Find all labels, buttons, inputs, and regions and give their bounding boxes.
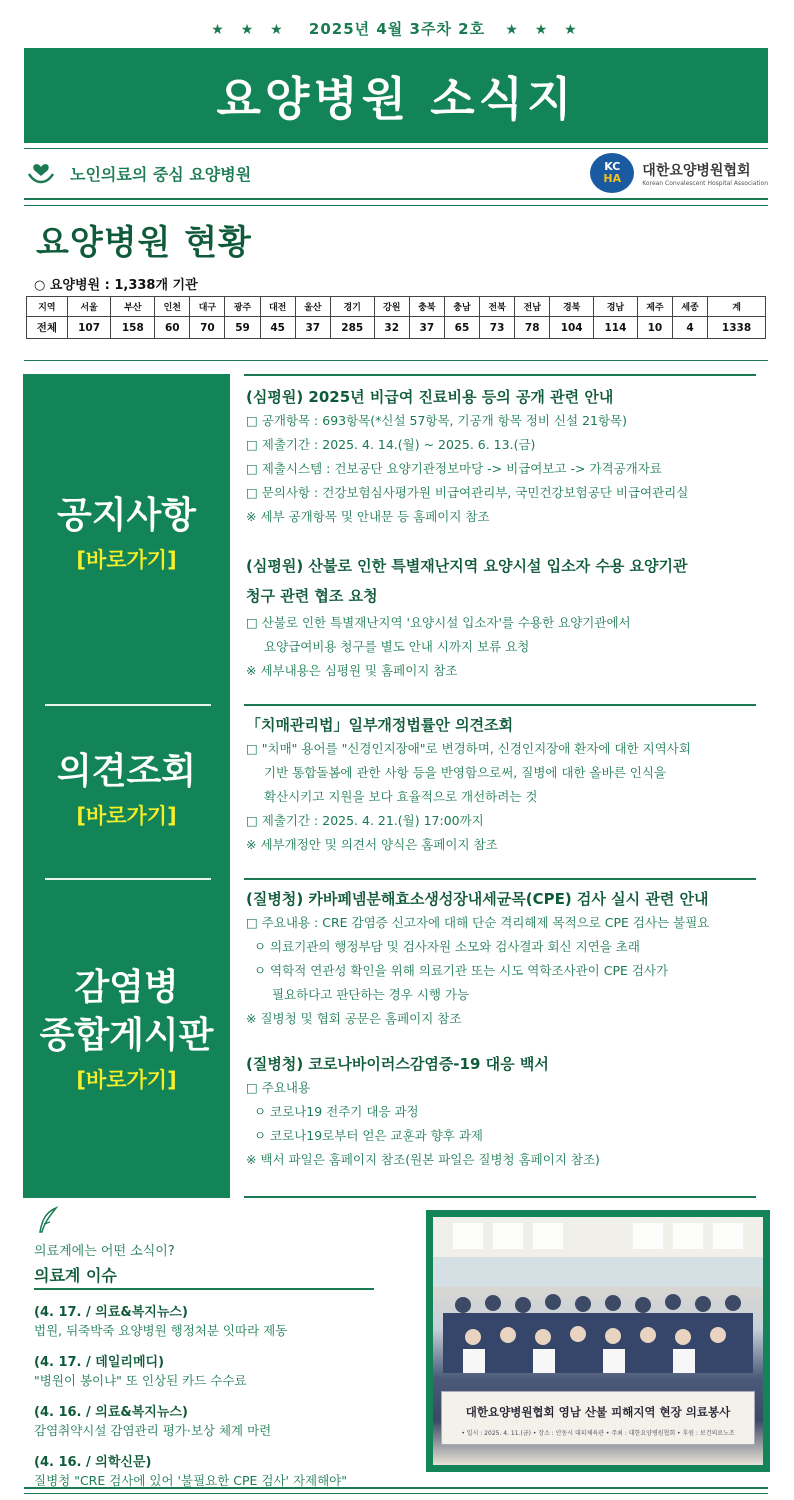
status-title: 요양병원 현황 xyxy=(36,223,252,263)
news-question: 의료계에는 어떤 소식이? xyxy=(34,1244,175,1259)
infect2-line: ㅇ 코로나19로부터 얻은 교훈과 향후 과제 xyxy=(254,1128,483,1143)
table-cell: 73 xyxy=(480,317,515,339)
infection-label-1: 감염병 xyxy=(74,967,179,1008)
infect2-title[interactable]: (질병청) 코로나바이러스감염증-19 대응 백서 xyxy=(246,1055,549,1073)
opinion-line: 기반 통합돌봄에 관한 사항 등을 반영함으로써, 질병에 대한 올바른 인식을 xyxy=(264,765,666,780)
opinion-title[interactable]: 「치매관리법」일부개정법률안 의견조회 xyxy=(246,716,514,734)
divider xyxy=(24,198,768,200)
opinion-line: 확산시키고 지원을 보다 효율적으로 개선하려는 것 xyxy=(264,789,538,804)
table-cell: 1338 xyxy=(708,317,766,339)
table-header-cell: 대구 xyxy=(190,297,225,317)
opinion-shortcut[interactable]: [바로가기] xyxy=(76,804,177,828)
infect1-line: 필요하다고 판단하는 경우 시행 가능 xyxy=(272,987,470,1002)
news-item[interactable] xyxy=(34,1454,379,1490)
news-title: 의료계 이슈 xyxy=(34,1266,117,1285)
divider xyxy=(24,205,768,206)
opinion-line: □ "치매" 용어를 "신경인지장애"로 변경하며, 신경인지장애 환자에 대한 지역사회 xyxy=(246,741,691,756)
table-cell: 285 xyxy=(330,317,374,339)
table-cell: 70 xyxy=(190,317,225,339)
table-cell: 45 xyxy=(260,317,295,339)
tagline: 노인의료의 중심 요양병원 xyxy=(70,164,252,184)
table-header-cell: 제주 xyxy=(637,297,672,317)
notice2-title-cont[interactable]: 청구 관련 협조 요청 xyxy=(246,587,378,605)
volunteer-photo xyxy=(426,1210,770,1472)
footer-rule xyxy=(24,1487,768,1489)
notice-link[interactable] xyxy=(23,492,230,574)
table-header-cell: 세종 xyxy=(672,297,707,317)
table-header-cell: 전북 xyxy=(480,297,515,317)
photo-caption-details: • 일시 : 2025. 4. 11.(금) • 장소 : 안동시 대피체육관 • 주최 : 대한요양병원협회 • 후원 : 보건의료노조 xyxy=(461,1430,735,1437)
infect2-line: ㅇ 코로나19 전주기 대응 과정 xyxy=(254,1104,419,1119)
notice2-line: ※ 세부내용은 심평원 및 홈페이지 참조 xyxy=(246,663,458,678)
table-header-cell: 경기 xyxy=(330,297,374,317)
table-header-cell: 경남 xyxy=(594,297,638,317)
notice-content xyxy=(246,386,776,683)
category-sidebar xyxy=(23,374,230,1198)
infection-label-2: 종합게시판 xyxy=(39,1015,214,1056)
opinion-content xyxy=(246,714,776,857)
news-headline[interactable]: 감염취약시설 감염관리 평가·보상 체계 마련 xyxy=(34,1423,272,1438)
table-cell: 104 xyxy=(550,317,594,339)
association-name-en: Korean Convalescent Hospital Association xyxy=(642,179,768,187)
table-header-cell: 광주 xyxy=(225,297,260,317)
infect1-line: □ 주요내용 : CRE 감염증 신고자에 대해 단순 격리해제 목적으로 CPE 검사는 불필요 xyxy=(246,915,710,930)
divider xyxy=(34,1288,374,1290)
notice1-line: ※ 세부 공개항목 및 안내문 등 홈페이지 참조 xyxy=(246,509,490,524)
infection-content xyxy=(246,888,776,1172)
table-header-cell: 충남 xyxy=(444,297,479,317)
stars-left: ★ ★ ★ xyxy=(211,22,289,38)
sidebar-divider xyxy=(45,704,211,706)
issue-line xyxy=(0,18,794,39)
news-headline[interactable]: 질병청 "CRE 검사에 있어 '불필요한 CPE 검사' 자제해야" xyxy=(34,1473,348,1488)
notice1-line: □ 제출기간 : 2025. 4. 14.(월) ~ 2025. 6. 13.(금) xyxy=(246,437,536,452)
table-cell: 32 xyxy=(374,317,409,339)
infect1-title[interactable]: (질병청) 카바페넴분해효소생성장내세균목(CPE) 검사 실시 관련 안내 xyxy=(246,890,709,908)
news-date: (4. 17. / 의료&복지뉴스) xyxy=(34,1305,188,1320)
stars-right: ★ ★ ★ xyxy=(505,22,583,38)
photo-banner xyxy=(441,1391,755,1445)
notice2-line: □ 산불로 인한 특별재난지역 '요양시설 입소자'를 수용한 요양기관에서 xyxy=(246,615,631,630)
regional-stats-table xyxy=(26,296,766,339)
divider xyxy=(244,374,756,376)
table-header-cell: 울산 xyxy=(295,297,330,317)
table-cell: 전체 xyxy=(27,317,68,339)
notice2-title[interactable]: (심평원) 산불로 인한 특별재난지역 요양시설 입소자 수용 요양기관 xyxy=(246,557,688,575)
table-cell: 37 xyxy=(409,317,444,339)
table-row xyxy=(27,317,766,339)
opinion-link[interactable] xyxy=(23,748,230,830)
table-header-cell: 충북 xyxy=(409,297,444,317)
group-photo xyxy=(433,1217,763,1465)
table-header-cell: 대전 xyxy=(260,297,295,317)
notice1-line: □ 공개항목 : 693항목(*신설 57항목, 기공개 항목 정비 신설 21항목) xyxy=(246,413,628,428)
banner-title: 요양병원 소식지 xyxy=(216,71,576,126)
infect1-line: ㅇ 역학적 연관성 확인을 위해 의료기관 또는 시도 역학조사관이 CPE 검사가 xyxy=(254,963,669,978)
table-cell: 107 xyxy=(67,317,111,339)
table-header-row xyxy=(27,297,766,317)
news-item[interactable] xyxy=(34,1354,379,1390)
table-header-cell: 강원 xyxy=(374,297,409,317)
notice1-line: □ 문의사항 : 건강보험심사평가원 비급여관리부, 국민건강보험공단 비급여관리실 xyxy=(246,485,689,500)
table-cell: 37 xyxy=(295,317,330,339)
news-headline[interactable]: 법원, 뒤죽박죽 요양병원 행정처분 잇따라 제동 xyxy=(34,1323,288,1338)
news-date: (4. 16. / 의료&복지뉴스) xyxy=(34,1405,188,1420)
table-cell: 65 xyxy=(444,317,479,339)
table-cell: 59 xyxy=(225,317,260,339)
notice1-line: □ 제출시스템 : 건보공단 요양기관정보마당 -> 비급여보고 -> 가격공개자료 xyxy=(246,461,662,476)
infect2-line: □ 주요내용 xyxy=(246,1080,311,1095)
news-date: (4. 17. / 데일리메디) xyxy=(34,1355,165,1370)
notice1-title[interactable]: (심평원) 2025년 비급여 진료비용 등의 공개 관련 안내 xyxy=(246,388,614,406)
divider xyxy=(244,704,756,706)
sidebar-divider xyxy=(45,878,211,880)
photo-caption: 대한요양병원협회 영남 산불 피해지역 현장 의료봉사 xyxy=(465,1405,731,1419)
table-cell: 4 xyxy=(672,317,707,339)
hospital-count: ○ 요양병원 : 1,338개 기관 xyxy=(34,278,198,293)
medical-news xyxy=(34,1210,379,1490)
table-header-cell: 경북 xyxy=(550,297,594,317)
table-header-cell: 계 xyxy=(708,297,766,317)
table-header-cell: 전남 xyxy=(515,297,550,317)
divider xyxy=(244,878,756,880)
table-cell: 114 xyxy=(594,317,638,339)
infection-shortcut[interactable]: [바로가기] xyxy=(76,1068,177,1092)
news-date: (4. 16. / 의학신문) xyxy=(34,1455,152,1470)
notice-label: 공지사항 xyxy=(56,495,197,536)
table-header-cell: 지역 xyxy=(27,297,68,317)
news-item[interactable] xyxy=(34,1404,379,1440)
notice-shortcut[interactable]: [바로가기] xyxy=(76,548,177,572)
opinion-line: ※ 세부개정안 및 의견서 양식은 홈페이지 참조 xyxy=(246,837,498,852)
infection-board-link[interactable] xyxy=(23,964,230,1094)
table-cell: 78 xyxy=(515,317,550,339)
association-name: 대한요양병원협회 xyxy=(642,162,751,179)
table-cell: 10 xyxy=(637,317,672,339)
divider xyxy=(244,1196,756,1198)
news-item[interactable] xyxy=(34,1304,379,1340)
opinion-label: 의견조회 xyxy=(56,751,197,792)
infect1-line: ※ 질병청 및 협회 공문은 홈페이지 참조 xyxy=(246,1011,462,1026)
opinion-line: □ 제출기간 : 2025. 4. 21.(월) 17:00까지 xyxy=(246,813,484,828)
table-cell: 60 xyxy=(155,317,190,339)
subheader xyxy=(24,150,768,196)
news-headline[interactable]: "병원이 봉이냐" 또 인상된 카드 수수료 xyxy=(34,1373,247,1388)
divider xyxy=(24,148,768,149)
kcha-logo-icon: KC HA xyxy=(590,153,634,193)
caring-hands-icon xyxy=(26,158,56,188)
table-header-cell: 서울 xyxy=(67,297,111,317)
infect1-line: ㅇ 의료기관의 행정부담 및 검사자원 소모와 검사결과 회신 지연을 초래 xyxy=(254,939,640,954)
infect2-line: ※ 백서 파일은 홈페이지 참조(원본 파일은 질병청 홈페이지 참조) xyxy=(246,1152,600,1167)
divider xyxy=(24,360,768,361)
newsletter-banner xyxy=(24,48,768,143)
footer-rule xyxy=(24,1493,768,1494)
table-header-cell: 부산 xyxy=(111,297,155,317)
table-cell: 158 xyxy=(111,317,155,339)
issue-label: 2025년 4월 3주차 2호 xyxy=(308,20,486,38)
association-logo xyxy=(590,153,768,193)
table-header-cell: 인천 xyxy=(155,297,190,317)
notice2-line: 요양급여비용 청구를 별도 안내 시까지 보류 요청 xyxy=(264,639,530,654)
